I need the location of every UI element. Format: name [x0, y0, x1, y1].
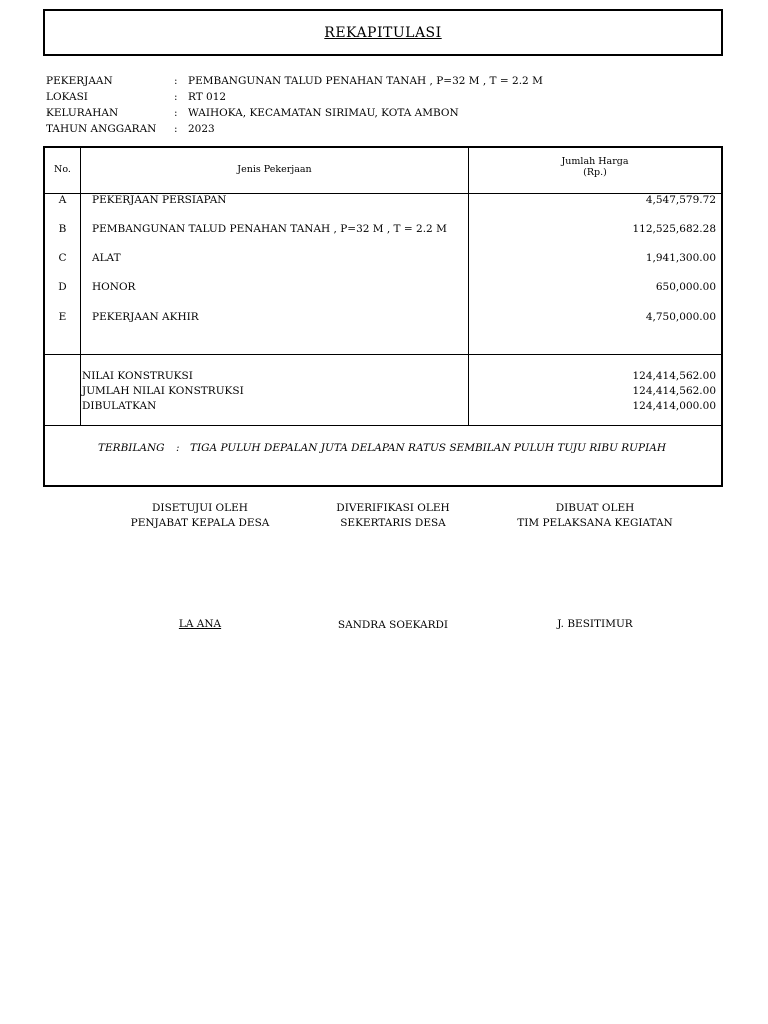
item-name: PEKERJAAN PERSIAPAN	[92, 194, 227, 206]
info-colon: :	[174, 107, 178, 119]
table-row	[45, 194, 721, 208]
item-amount: 4,547,579.72	[645, 194, 716, 206]
summary-row-nilai-konstruksi	[45, 370, 721, 385]
info-value: RT 012	[188, 91, 227, 103]
item-name: HONOR	[92, 281, 136, 293]
item-code: E	[58, 311, 67, 323]
item-amount: 650,000.00	[655, 281, 716, 293]
signature-position: TIM PELAKSANA KEGIATAN	[517, 517, 673, 529]
terbilang-label: TERBILANG	[98, 442, 165, 454]
info-label: TAHUN ANGGARAN	[46, 123, 157, 135]
signature-role: DIBUAT OLEH	[555, 502, 635, 514]
item-name: PEKERJAAN AKHIR	[92, 311, 199, 323]
signature-position: SEKERTARIS DESA	[340, 517, 446, 529]
signature-name: LA ANA	[178, 618, 222, 630]
summary-amount: 124,414,562.00	[632, 385, 716, 397]
terbilang-value: TIGA PULUH DEPALAN JUTA DELAPAN RATUS SEMBILAN PULUH TUJU RIBU RUPIAH	[190, 442, 666, 454]
summary-row-dibulatkan	[45, 400, 721, 415]
table-row	[45, 223, 721, 237]
info-row-pekerjaan	[46, 73, 543, 89]
item-name: PEMBANGUNAN TALUD PENAHAN TANAH , P=32 M , T = 2.2 M	[92, 223, 447, 235]
info-row-kelurahan	[46, 105, 543, 121]
info-row-lokasi	[46, 89, 543, 105]
info-value: 2023	[188, 123, 215, 135]
title-box	[43, 9, 723, 56]
summary-label: NILAI KONSTRUKSI	[82, 370, 193, 382]
item-code: C	[58, 252, 67, 264]
document-title: REKAPITULASI	[324, 24, 442, 41]
item-code: A	[58, 194, 67, 206]
summary-label: DIBULATKAN	[82, 400, 157, 412]
item-amount: 1,941,300.00	[645, 252, 716, 264]
table-row	[45, 311, 721, 325]
info-colon: :	[174, 123, 178, 135]
signature-block-tim-pelaksana	[495, 501, 695, 531]
info-value: WAIHOKA, KECAMATAN SIRIMAU, KOTA AMBON	[188, 107, 459, 119]
info-label: KELURAHAN	[46, 107, 119, 119]
table-divider	[45, 425, 721, 426]
summary-label: JUMLAH NILAI KONSTRUKSI	[82, 385, 244, 397]
summary-row-jumlah-nilai-konstruksi	[45, 385, 721, 400]
info-colon: :	[174, 91, 178, 103]
signature-name: SANDRA SOEKARDI	[337, 619, 449, 631]
info-colon: :	[174, 75, 178, 87]
item-amount: 4,750,000.00	[645, 311, 716, 323]
table-row	[45, 281, 721, 295]
table-row	[45, 252, 721, 266]
item-code: B	[58, 223, 67, 235]
item-code: D	[58, 281, 67, 293]
summary-amount: 124,414,562.00	[632, 370, 716, 382]
signature-block-sekertaris	[293, 501, 493, 531]
summary-amount: 124,414,000.00	[632, 400, 716, 412]
info-row-tahun-anggaran	[46, 121, 543, 137]
info-value: PEMBANGUNAN TALUD PENAHAN TANAH , P=32 M , T = 2.2 M	[188, 75, 543, 87]
signature-name: J. BESITIMUR	[557, 618, 633, 630]
header-no: No.	[54, 164, 71, 175]
item-name: ALAT	[92, 252, 121, 264]
signature-role: DISETUJUI OLEH	[152, 502, 248, 514]
item-amount: 112,525,682.28	[632, 223, 716, 235]
header-jumlah-line2: (Rp.)	[583, 167, 607, 178]
terbilang-colon: :	[176, 442, 180, 454]
header-jenis-pekerjaan: Jenis Pekerjaan	[237, 164, 312, 175]
table-divider	[45, 354, 721, 355]
signature-position: PENJABAT KEPALA DESA	[130, 517, 270, 529]
header-jumlah-line1: Jumlah Harga	[561, 156, 629, 167]
terbilang-row	[98, 442, 666, 454]
rekap-table	[43, 146, 723, 487]
signature-role: DIVERIFIKASI OLEH	[336, 502, 450, 514]
info-label: LOKASI	[46, 91, 88, 103]
signature-block-kepala-desa	[100, 501, 300, 531]
header-jumlah-harga	[469, 156, 721, 178]
info-label: PEKERJAAN	[46, 75, 113, 87]
project-info	[46, 73, 543, 137]
